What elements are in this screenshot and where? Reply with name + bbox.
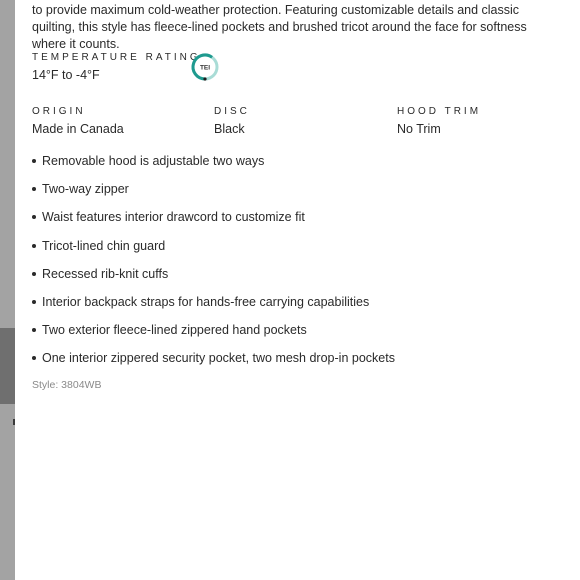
spec-hood-trim-value: No Trim [397, 122, 441, 136]
temperature-rating [32, 52, 332, 86]
feature-item [32, 152, 552, 180]
product-details [32, 0, 562, 391]
feature-list [32, 152, 552, 378]
bullet-icon [32, 187, 36, 191]
spec-grid [32, 106, 562, 140]
bullet-icon [32, 356, 36, 360]
feature-text: Two-way zipper [42, 182, 129, 197]
bullet-icon [32, 244, 36, 248]
feature-item [32, 293, 552, 321]
feature-text: One interior zippered security pocket, two mesh drop-in pockets [42, 351, 395, 366]
tei-gauge-dot [203, 77, 206, 80]
tei-gauge-icon[interactable] [189, 51, 221, 83]
spec-hood-trim [397, 106, 481, 136]
temperature-rating-value: 14°F to -4°F [32, 68, 100, 82]
feature-text: Waist features interior drawcord to customize fit [42, 210, 305, 225]
spec-origin-value: Made in Canada [32, 122, 124, 136]
spec-hood-trim-label: HOOD TRIM [397, 106, 482, 117]
feature-item [32, 237, 552, 265]
spec-origin [32, 106, 124, 136]
bullet-icon [32, 159, 36, 163]
temperature-rating-label: TEMPERATURE RATING [32, 52, 201, 63]
feature-text: Recessed rib-knit cuffs [42, 266, 169, 281]
spec-disc-label: DISC [214, 106, 250, 117]
bullet-icon [32, 215, 36, 219]
tei-gauge-text: TEI [199, 64, 211, 72]
style-code: Style: 3804WB [32, 379, 102, 391]
feature-text: Removable hood is adjustable two ways [42, 154, 265, 168]
feature-text: Two exterior fleece-lined zippered hand pockets [42, 323, 307, 338]
left-edge-tick [13, 419, 15, 425]
spec-disc-value: Black [214, 122, 245, 136]
left-edge-band [0, 328, 15, 404]
spec-disc [214, 106, 250, 136]
feature-item [32, 349, 552, 377]
feature-text: Interior backpack straps for hands-free carrying capabilities [42, 294, 370, 309]
product-description: to provide maximum cold-weather protection. Featuring customizable details and classic quilting, this style has fleece-lined pockets and brushed tricot around the face for softness where it counts. [32, 3, 527, 51]
feature-item [32, 265, 552, 293]
spec-origin-label: ORIGIN [32, 106, 86, 117]
bullet-icon [32, 272, 36, 276]
bullet-icon [32, 328, 36, 332]
feature-item [32, 321, 552, 349]
left-edge-panel [0, 0, 15, 580]
feature-item [32, 208, 552, 236]
feature-text: Tricot-lined chin guard [42, 238, 166, 253]
feature-item [32, 180, 552, 208]
bullet-icon [32, 300, 36, 304]
